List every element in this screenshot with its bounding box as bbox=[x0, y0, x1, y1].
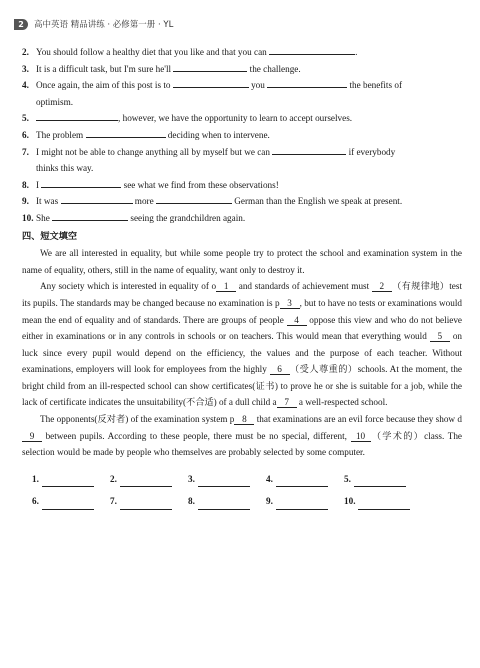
answer-label: 3. bbox=[188, 473, 195, 484]
blank-number[interactable]: 5 bbox=[430, 331, 450, 342]
passage-text: that examinations are an evil force because they show d bbox=[254, 414, 463, 425]
answer-slot bbox=[344, 471, 422, 488]
main-content bbox=[22, 44, 462, 510]
answer-label: 2. bbox=[110, 473, 117, 484]
exercise-text: seeing the grandchildren again. bbox=[130, 212, 246, 223]
exercise-text: It is a difficult task, but I'm sure he'll bbox=[36, 63, 172, 74]
exercise-text: Once again, the aim of this post is to bbox=[36, 80, 171, 91]
answer-label: 4. bbox=[266, 473, 273, 484]
exercise-item bbox=[22, 110, 462, 127]
passage-text: on luck since every pupil would depend on the efficiency, the values and the purpose of each teacher. Without examinations, employers will look for employees from the highly bbox=[22, 331, 463, 375]
exercise-number: 2. bbox=[22, 47, 29, 57]
exercise-item bbox=[22, 144, 462, 161]
exercise-number: 8. bbox=[22, 179, 29, 190]
section-title: 四、短文填空 bbox=[22, 230, 78, 242]
answer-blank[interactable] bbox=[173, 78, 249, 88]
exercise-number: 7. bbox=[22, 146, 29, 157]
answer-slot bbox=[344, 493, 422, 510]
exercise-text: I might not be able to change anything all by myself but we can bbox=[36, 146, 270, 157]
answer-label: 10. bbox=[344, 496, 356, 507]
blank-number[interactable]: 6 bbox=[270, 364, 290, 375]
page-header bbox=[14, 18, 173, 30]
exercise-number: 9. bbox=[22, 196, 29, 207]
answer-blank[interactable] bbox=[272, 145, 346, 155]
blank-number[interactable]: 9 bbox=[22, 431, 42, 442]
answer-label: 7. bbox=[110, 496, 117, 507]
exercise-text: . bbox=[355, 47, 358, 57]
exercise-number: 5. bbox=[22, 113, 29, 124]
exercise-item bbox=[22, 77, 462, 94]
blank-number[interactable]: 8 bbox=[234, 414, 254, 425]
answer-blank[interactable] bbox=[52, 211, 128, 221]
exercise-text: It was bbox=[36, 196, 59, 207]
passage-text: a well-respected school. bbox=[296, 397, 388, 408]
exercise-item bbox=[22, 44, 462, 61]
exercise-item bbox=[22, 61, 462, 78]
exercise-text: You should follow a healthy diet that you like and that you can bbox=[36, 47, 267, 57]
answer-slot bbox=[266, 493, 344, 510]
exercise-continuation: thinks this way. bbox=[36, 163, 94, 174]
exercise-text: She bbox=[36, 212, 50, 223]
exercise-text: see what we find from these observations! bbox=[123, 179, 279, 190]
answer-blank[interactable] bbox=[156, 194, 232, 204]
answer-line[interactable] bbox=[198, 476, 250, 487]
blank-number[interactable]: 1 bbox=[216, 281, 236, 292]
passage-paragraph bbox=[22, 411, 462, 461]
passage-text: The opponents(反对者) of the examination system p bbox=[40, 414, 235, 425]
answer-label: 1. bbox=[32, 473, 39, 484]
answer-line[interactable] bbox=[198, 499, 250, 510]
exercise-text: if everybody bbox=[348, 146, 396, 157]
passage-text: oppose this view and who do not believe either in examinations or in any controls in schools or on teachers. This would mean that everything would bbox=[22, 314, 462, 342]
page-number-badge: 2 bbox=[14, 19, 28, 30]
answer-line[interactable] bbox=[276, 499, 328, 510]
exercise-text: the benefits of bbox=[349, 80, 403, 91]
answer-line[interactable] bbox=[42, 499, 94, 510]
answer-blank[interactable] bbox=[267, 78, 347, 88]
answer-slot bbox=[110, 471, 188, 488]
exercise-continuation: optimism. bbox=[36, 96, 74, 107]
passage-text: , but to have no tests or examinations would mean the end of equality and of standards. There are groups of people bbox=[22, 297, 462, 325]
exercise-text: deciding when to intervene. bbox=[167, 129, 270, 140]
exercise-number: 6. bbox=[22, 129, 29, 140]
exercise-number: 4. bbox=[22, 80, 29, 91]
answer-blank[interactable] bbox=[269, 45, 358, 57]
exercise-item bbox=[22, 177, 462, 194]
answer-slot bbox=[266, 471, 344, 488]
blank-number[interactable]: 10 bbox=[351, 431, 371, 442]
passage-paragraph: We are all interested in equality, but while some people try to protect the school and examination system in the name of equality, others, still in the name of equality, want only to destroy it. bbox=[22, 248, 462, 275]
exercise-number: 3. bbox=[22, 63, 29, 74]
answer-grid bbox=[22, 471, 462, 510]
blank-number[interactable]: 4 bbox=[287, 315, 307, 326]
exercise-text: I bbox=[36, 179, 40, 190]
exercise-number: 10. bbox=[22, 212, 34, 223]
answer-line[interactable] bbox=[120, 476, 172, 487]
blank-number[interactable]: 2 bbox=[372, 281, 392, 292]
passage-text: （有规律地）test its pupils. The standards may be changed because no examination is p bbox=[22, 281, 462, 308]
blank-number[interactable]: 3 bbox=[280, 298, 300, 309]
answer-slot bbox=[188, 493, 266, 510]
answer-line[interactable] bbox=[276, 476, 328, 487]
passage-text: （学术的）class. The selection would be made by people who themselves are probably selected by some computer. bbox=[22, 430, 462, 458]
answer-line[interactable] bbox=[42, 476, 94, 487]
passage-text: （受人尊重的）schools. At the moment, the bright child from an ill-respected school can show certificates(证书) to prove he or she is suitable for a job, while the lack of certificate indicates the unsuitability(不合适) of a dull child a bbox=[22, 364, 462, 408]
exercise-item bbox=[22, 193, 462, 210]
passage-text: and standards of achievement must bbox=[236, 281, 372, 292]
exercise-text: The problem bbox=[36, 129, 84, 140]
answer-line[interactable] bbox=[358, 499, 410, 510]
exercise-text: , however, we have the opportunity to learn to accept ourselves. bbox=[118, 113, 353, 124]
passage-paragraph bbox=[22, 278, 462, 411]
answer-slot bbox=[188, 471, 266, 488]
answer-slot bbox=[110, 493, 188, 510]
passage-text: Any society which is interested in equality of o bbox=[40, 281, 217, 292]
answer-label: 5. bbox=[344, 473, 351, 484]
exercise-text: the challenge. bbox=[249, 63, 301, 74]
answer-label: 9. bbox=[266, 496, 273, 507]
exercise-text: more bbox=[134, 196, 154, 207]
answer-slot bbox=[32, 493, 110, 510]
exercise-item bbox=[22, 210, 462, 227]
exercise-item bbox=[22, 127, 462, 144]
answer-blank[interactable] bbox=[173, 62, 247, 72]
answer-blank[interactable] bbox=[61, 194, 133, 204]
book-title: 高中英语 精品讲练 · 必修第一册 · YL bbox=[34, 20, 174, 30]
answer-blank[interactable] bbox=[86, 128, 166, 138]
answer-label: 6. bbox=[32, 496, 39, 507]
answer-blank[interactable] bbox=[41, 178, 121, 188]
answer-label: 8. bbox=[188, 496, 195, 507]
answer-slot bbox=[32, 471, 110, 488]
answer-line[interactable] bbox=[120, 499, 172, 510]
exercise-text: you bbox=[251, 80, 265, 91]
exercise-text: German than the English we speak at present. bbox=[234, 196, 403, 207]
blank-number[interactable]: 7 bbox=[277, 397, 297, 408]
passage-text: between pupils. According to these people, there must be no special, different, bbox=[42, 430, 351, 441]
answer-line[interactable] bbox=[354, 476, 406, 487]
answer-blank[interactable] bbox=[36, 111, 118, 121]
